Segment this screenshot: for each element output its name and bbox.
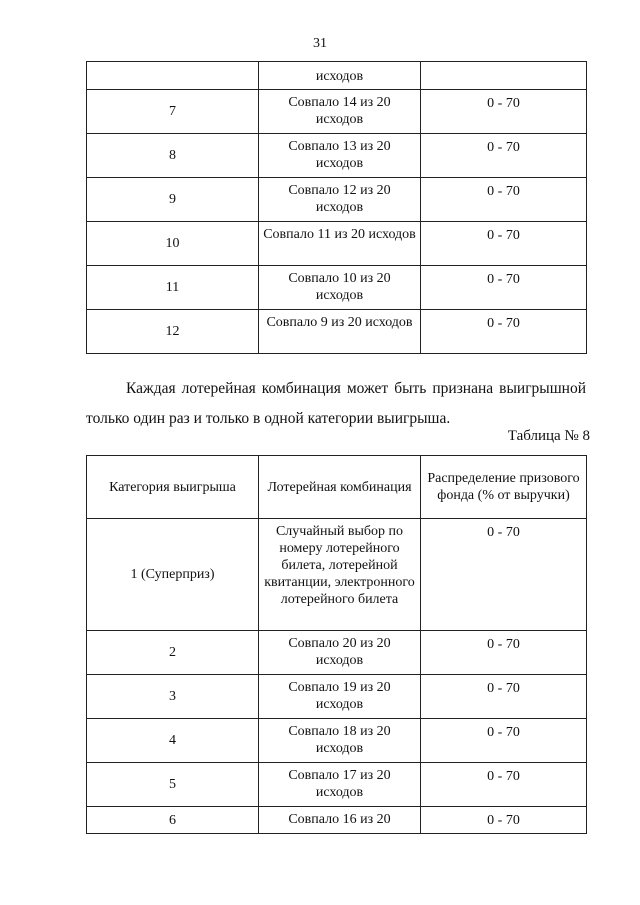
category-cell: 3 bbox=[87, 675, 259, 719]
category-cell: 12 bbox=[87, 310, 259, 354]
share-cell: 0 - 70 bbox=[421, 178, 587, 222]
table-row bbox=[87, 675, 587, 719]
category-cell: 7 bbox=[87, 90, 259, 134]
share-cell: 0 - 70 bbox=[421, 719, 587, 763]
share-cell: 0 - 70 bbox=[421, 675, 587, 719]
combination-cell: исходов bbox=[259, 62, 421, 90]
share-cell: 0 - 70 bbox=[421, 266, 587, 310]
table-header-row bbox=[87, 456, 587, 519]
table-row bbox=[87, 631, 587, 675]
category-cell: 8 bbox=[87, 134, 259, 178]
combination-cell: Совпало 13 из 20 исходов bbox=[259, 134, 421, 178]
combination-cell: Совпало 12 из 20 исходов bbox=[259, 178, 421, 222]
prize-category-table bbox=[86, 455, 587, 834]
category-cell: 1 (Суперприз) bbox=[87, 519, 259, 631]
category-cell: 11 bbox=[87, 266, 259, 310]
table-row bbox=[87, 719, 587, 763]
category-cell: 5 bbox=[87, 763, 259, 807]
rule-paragraph: Каждая лотерейная комбинация может быть признана выигрышной только один раз и только в одной категории выигрыша. bbox=[86, 380, 586, 427]
table-row bbox=[87, 90, 587, 134]
header-combination: Лотерейная комбинация bbox=[259, 456, 421, 519]
combination-cell: Совпало 20 из 20 исходов bbox=[259, 631, 421, 675]
table-row bbox=[87, 178, 587, 222]
combination-cell: Совпало 14 из 20 исходов bbox=[259, 90, 421, 134]
combination-cell: Совпало 19 из 20 исходов bbox=[259, 675, 421, 719]
category-cell: 4 bbox=[87, 719, 259, 763]
table-row bbox=[87, 519, 587, 631]
category-cell bbox=[87, 62, 259, 90]
table-row bbox=[87, 807, 587, 834]
table-row bbox=[87, 134, 587, 178]
combination-cell: Совпало 9 из 20 исходов bbox=[259, 310, 421, 354]
share-cell: 0 - 70 bbox=[421, 134, 587, 178]
combination-cell: Случайный выбор по номеру лотерейного билета, лотерейной квитанции, электронного лотерейного билета bbox=[259, 519, 421, 631]
share-cell: 0 - 70 bbox=[421, 519, 587, 631]
table-caption: Таблица № 8 bbox=[507, 428, 590, 444]
category-cell: 10 bbox=[87, 222, 259, 266]
share-cell: 0 - 70 bbox=[421, 90, 587, 134]
share-cell: 0 - 70 bbox=[421, 310, 587, 354]
share-cell: 0 - 70 bbox=[421, 807, 587, 834]
table-row bbox=[87, 763, 587, 807]
table-row bbox=[87, 222, 587, 266]
share-cell: 0 - 70 bbox=[421, 763, 587, 807]
page-number: 31 bbox=[313, 36, 327, 51]
header-category: Категория выигрыша bbox=[87, 456, 259, 519]
combination-cell: Совпало 16 из 20 bbox=[259, 807, 421, 834]
table-row bbox=[87, 266, 587, 310]
share-cell bbox=[421, 62, 587, 90]
category-cell: 6 bbox=[87, 807, 259, 834]
prize-category-table-continued bbox=[86, 61, 587, 354]
combination-cell: Совпало 10 из 20 исходов bbox=[259, 266, 421, 310]
combination-cell: Совпало 18 из 20 исходов bbox=[259, 719, 421, 763]
share-cell: 0 - 70 bbox=[421, 222, 587, 266]
combination-cell: Совпало 11 из 20 исходов bbox=[259, 222, 421, 266]
combination-cell: Совпало 17 из 20 исходов bbox=[259, 763, 421, 807]
category-cell: 9 bbox=[87, 178, 259, 222]
category-cell: 2 bbox=[87, 631, 259, 675]
table-row bbox=[87, 310, 587, 354]
table-row bbox=[87, 62, 587, 90]
header-share: Распределение призового фонда (% от выручки) bbox=[421, 456, 587, 519]
share-cell: 0 - 70 bbox=[421, 631, 587, 675]
